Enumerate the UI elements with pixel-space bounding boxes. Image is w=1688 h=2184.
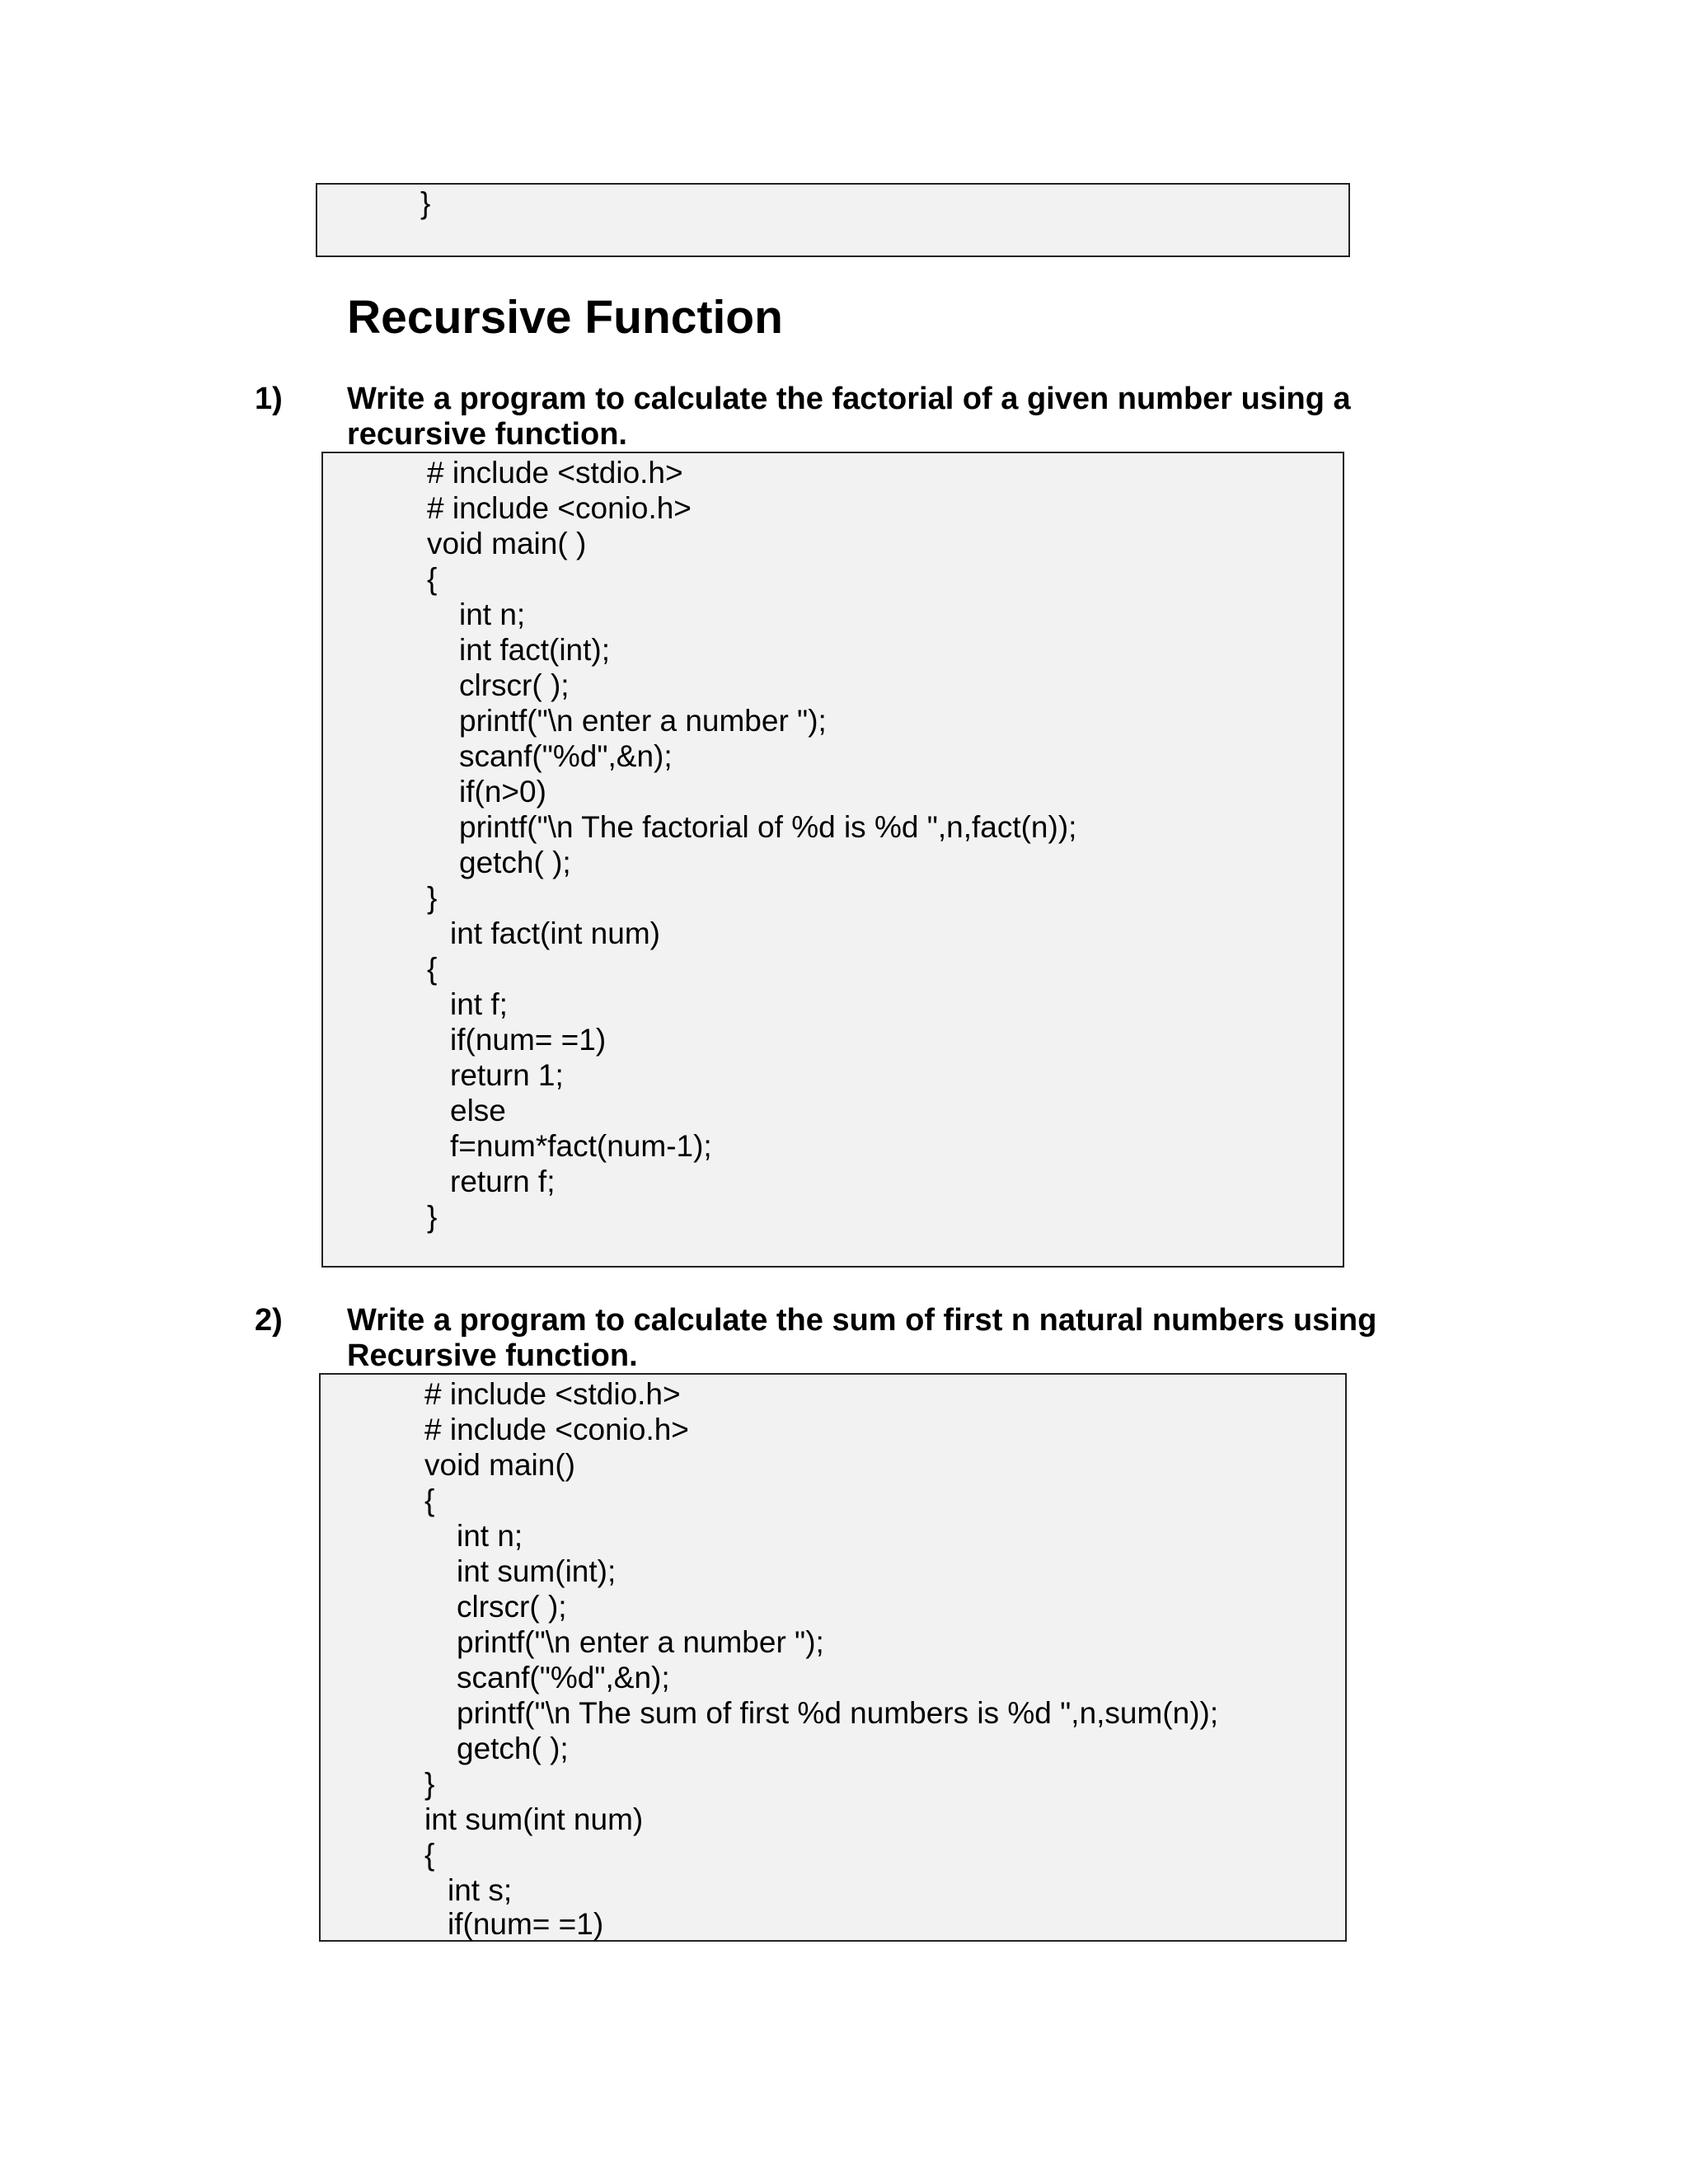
code-line: scanf("%d",&n); xyxy=(457,1661,670,1694)
code-line: int sum(int num) xyxy=(424,1802,644,1836)
code-line: # include <conio.h> xyxy=(424,1413,689,1446)
code-line: if(num= =1) xyxy=(448,1907,604,1941)
code-line: } xyxy=(427,881,438,915)
question-number: 2) xyxy=(255,1303,283,1338)
section-title: Recursive Function xyxy=(347,291,783,344)
code-line: # include <stdio.h> xyxy=(427,456,683,490)
code-line: void main() xyxy=(424,1448,575,1482)
code-line: int n; xyxy=(457,1519,523,1553)
code-line: void main( ) xyxy=(427,527,587,560)
code-line: clrscr( ); xyxy=(457,1590,567,1624)
question-text: Write a program to calculate the sum of first n natural numbers using xyxy=(347,1303,1377,1338)
code-line: int fact(int); xyxy=(459,633,610,667)
code-line: clrscr( ); xyxy=(459,668,570,702)
code-line: } xyxy=(424,1767,435,1801)
code-line: if(num= =1) xyxy=(450,1023,607,1057)
code-line: f=num*fact(num-1); xyxy=(450,1129,712,1163)
code-line: { xyxy=(427,952,438,986)
code-line: printf("\n enter a number "); xyxy=(457,1625,824,1659)
question-number: 1) xyxy=(255,382,283,416)
code-line: scanf("%d",&n); xyxy=(459,739,673,773)
code-line: int n; xyxy=(459,598,526,631)
code-line: printf("\n The factorial of %d is %d ",n,fact(n)); xyxy=(459,810,1077,844)
code-line: else xyxy=(450,1094,506,1127)
code-line: { xyxy=(424,1483,435,1517)
code-line: return f; xyxy=(450,1165,556,1198)
code-line: { xyxy=(427,562,438,596)
question-text: recursive function. xyxy=(347,417,627,452)
code-line: printf("\n enter a number "); xyxy=(459,704,827,738)
code-line: } xyxy=(420,186,431,220)
code-line: int f; xyxy=(450,987,508,1021)
code-line: # include <conio.h> xyxy=(427,491,692,525)
code-line: int sum(int); xyxy=(457,1554,617,1588)
code-line: if(n>0) xyxy=(459,775,546,808)
code-line: } xyxy=(427,1200,438,1234)
code-line: return 1; xyxy=(450,1058,564,1092)
code-line: int s; xyxy=(448,1873,513,1907)
code-line: getch( ); xyxy=(457,1732,569,1765)
code-line: getch( ); xyxy=(459,846,571,879)
code-line: printf("\n The sum of first %d numbers is %d ",n,sum(n)); xyxy=(457,1696,1219,1730)
question-text: Write a program to calculate the factorial of a given number using a xyxy=(347,382,1351,416)
question-text: Recursive function. xyxy=(347,1338,638,1373)
code-line: # include <stdio.h> xyxy=(424,1377,681,1411)
top-code-box xyxy=(316,183,1350,257)
code-line: int fact(int num) xyxy=(450,916,660,950)
code-line: { xyxy=(424,1838,435,1872)
